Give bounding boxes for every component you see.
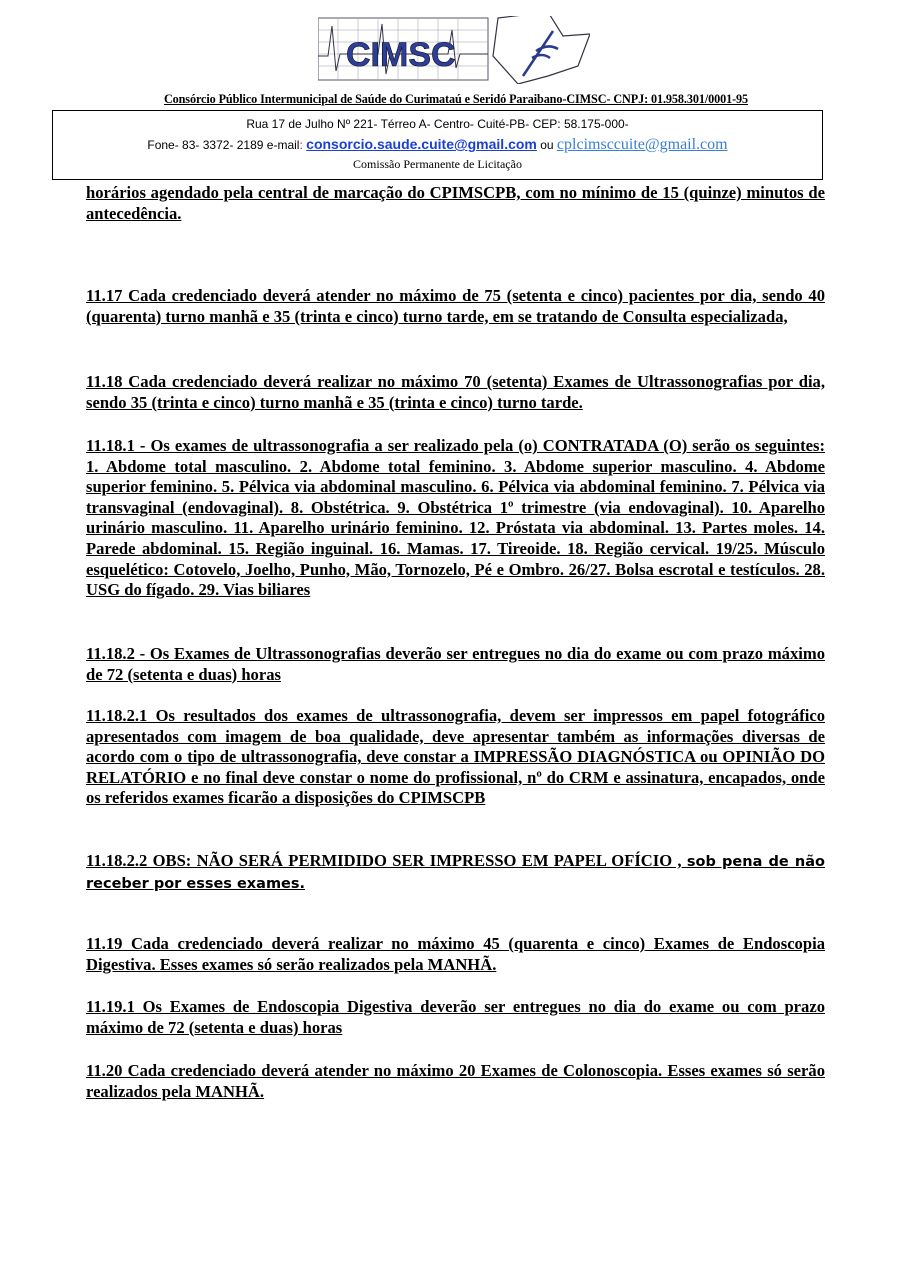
contact-box [52, 110, 823, 180]
clause-11-19: 11.19 Cada credenciado deverá realizar no máximo 45 (quarenta e cinco) Exames de Endoscopia Digestiva. Esses exames só serão realizados pela MANHÃ. [86, 934, 825, 974]
obs-penalty-text: sob pena de não receber por esses exames. [86, 854, 825, 892]
paragraph: horários agendado pela central de marcação do CPIMSCPB, com no mínimo de 15 (quinze) minutos de antecedência. [86, 183, 825, 223]
or-text: ou [540, 138, 554, 152]
clause-11-20: 11.20 Cada credenciado deverá atender no máximo 20 Exames de Colonoscopia. Esses exames só serão realizados pela MANHÃ. [86, 1061, 825, 1101]
address: Rua 17 de Julho Nº 221- Térreo A- Centro- Cuité-PB- CEP: 58.175-000- [246, 117, 629, 131]
organization-line: Consórcio Público Intermunicipal de Saúde do Curimataú e Seridó Paraibano-CIMSC- CNPJ: 01.958.301/0001-95 [163, 92, 749, 106]
clause-11-18-1: 11.18.1 - Os exames de ultrassonografia a ser realizado pela (o) CONTRATADA (O) serão os seguintes: 1. Abdome total masculino. 2. Abdome total feminino. 3. Abdome superior masculino. 4. Abdome superior feminino. 5. Pélvica via abdominal masculino. 6. Pélvica via abdominal feminino. 7. Pélvica via transvaginal (endovaginal). 8. Obstétrica. 9. Obstétrica 1º trimestre (via endovaginal). 10. Aparelho urinário masculino. 11. Aparelho urinário feminino. 12. Próstata via abdominal. 13. Partes moles. 14. Parede abdominal. 15. Região inguinal. 16. Mamas. 17. Tireoide. 18. Região cervical. 19/25. Músculo esquelético: Cotovelo, Joelho, Punho, Mão, Tornozelo, Pé e Ombro. 26/27. Bolsa escrotal e testículos. 28. USG do fígado. 29. Vias biliares [86, 436, 825, 600]
phone: Fone- 83- 3372- 2189 e-mail [147, 138, 300, 152]
clause-11-18-2-1: 11.18.2.1 Os resultados dos exames de ultrassonografia, devem ser impressos em papel fotográfico apresentados com imagem de boa qualidade, deve apresentar também as informações diversas de acordo com o tipo de ultrassonografia, deve constar a IMPRESSÃO DIAGNÓSTICA ou OPINIÃO DO RELATÓRIO e no final deve constar o nome do profissional, nº do CRM e assinatura, encapados, onde os referidos exames ficarão a disposições do CPIMSCPB [86, 706, 825, 808]
obs-text: 11.18.2.2 OBS: NÃO SERÁ PERMIDIDO SER IMPRESSO EM PAPEL OFÍCIO , [86, 851, 682, 870]
clause-11-18-2: 11.18.2 - Os Exames de Ultrassonografias deverão ser entregues no dia do exame ou com prazo máximo de 72 (setenta e duas) horas [86, 644, 825, 684]
cimsc-logo [318, 16, 590, 84]
logo-text: CIMSC [346, 36, 456, 74]
clause-11-17: 11.17 Cada credenciado deverá atender no máximo de 75 (setenta e cinco) pacientes por dia, sendo 40 (quarenta) turno manhã e 35 (trinta e cinco) turno tarde, em se tratando de Consulta especializada, [86, 286, 825, 326]
email-link-2[interactable]: cplcimsccuite@gmail.com [556, 136, 728, 153]
colon: : [299, 138, 303, 152]
contact-line [53, 136, 822, 154]
clause-11-19-1: 11.19.1 Os Exames de Endoscopia Digestiva deverão ser entregues no dia do exame ou com prazo máximo de 72 (setenta e duas) horas [86, 997, 825, 1037]
commission-title: Comissão Permanente de Licitação [353, 157, 522, 171]
clause-11-18-2-2 [86, 851, 825, 894]
email-link-1[interactable]: consorcio.saude.cuite@gmail.com [306, 136, 537, 152]
clause-11-18: 11.18 Cada credenciado deverá realizar no máximo 70 (setenta) Exames de Ultrassonografias por dia, sendo 35 (trinta e cinco) turno manhã e 35 (trinta e cinco) turno tarde. [86, 372, 825, 412]
